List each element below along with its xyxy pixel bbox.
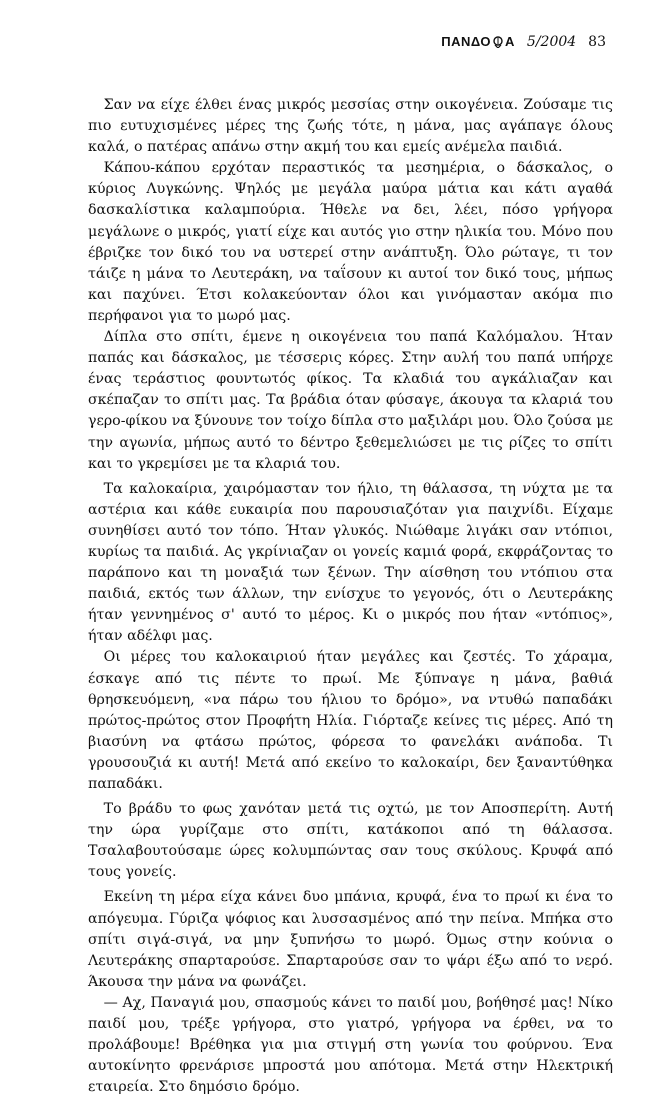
paragraph: Κάπου-κάπου ερχόταν περαστικός τα μεσημέρια, ο δάσκαλος, ο κύριος Λυγκώνης. Ψηλός με μεγάλα μαύρα μάτια και κάτι αγαθά δασκαλίστικα καλαμπούρια. Ήθελε να δει, λέει, πόσο γρήγορα μεγάλωνε ο μικρός, γιατί είχε και αυτός γιο στην ηλικία του. Μόνο που έβριζκε τον δικό του να υστερεί στην ανάπτυξη. Όλο ρώταγε, τι τον τάιζε η μάνα το Λευτεράκη, να ταΐσουν κι αυτοί τον δικό τους, μήπως και παχύνει. Έτσι κολακεύονταν όλοι και γινόμασταν ακόμα πιο περήφανοι για το μωρό μας. bbox=[88, 160, 613, 324]
paragraph: Σαν να είχε έλθει ένας μικρός μεσσίας στην οικογένεια. Ζούσαμε τις πιο ευτυχισμένες μέρες της ζωής τότε, η μάνα, μας αγάπαγε όλους καλά, ο πατέρας απάνω στην ακμή του και εμείς ανέμελα παιδιά. bbox=[88, 97, 613, 156]
paragraph: Εκείνη τη μέρα είχα κάνει δυο μπάνια, κρυφά, ένα το πρωί κι ένα το απόγευμα. Γύριζα ψόφιος και λυσσασμένος από την πείνα. Μπήκα στο σπίτι σιγά-σιγά, να μην ξυπνήσω το μωρό. Όμως στην κούνια ο Λευτεράκης σπαρταρούσε. Σπαρταρούσε σαν το ψάρι έξω από το νερό. Άκουσα την μάνα να φωνάζει. bbox=[88, 889, 613, 990]
paragraph: Οι μέρες του καλοκαιριού ήταν μεγάλες και ζεστές. Το χάραμα, έσκαγε από τις πέντε το πρωί. Με ξύπναγε η μάνα, βαθιά θρησκευόμενη, «να πάρω του ήλιου το δρόμο», να ντυθώ παπαδάκι πρώτος-πρώτος στον Προφήτη Ηλία. Γιόρταζε κείνες τις μέρες. Από τη βιασύνη να φτάσω πρώτος, φόρεσα το φανελάκι ανάποδα. Τι γρουσουζιά κι αυτή! Μετά από εκείνο το καλοκαίρι, δεν ξαναντύθηκα παπαδάκι. bbox=[88, 649, 613, 792]
article-body bbox=[88, 95, 613, 1098]
pandora-logo-icon bbox=[492, 36, 504, 48]
magazine-title-part1: ΠΑΝΔΟ bbox=[441, 34, 492, 49]
paragraph: Τα καλοκαίρια, χαιρόμασταν τον ήλιο, τη θάλασσα, τη νύχτα με τα αστέρια και κάθε ευκαιρία που παρουσιαζόταν για παιχνίδι. Είχαμε συνηθίσει αυτό τον τόπο. Ήταν γλυκός. Νιώθαμε λιγάκι σαν ντόπιοι, κυρίως τα παιδιά. Ας γκρίνιαζαν οι γονείς καμιά φορά, εκφράζοντας το παράπονο και τη μοναξιά των ξένων. Την αίσθηση του ντόπιου στα παιδιά, εκτός των άλλων, την ενίσχυε το γεγονός, ότι ο Λευτεράκης ήταν γεννημένος σ' αυτό το μέρος. Κι ο μικρός που ήταν «ντόπιος», ήταν αδέλφι μας. bbox=[88, 480, 613, 645]
page-number: 83 bbox=[588, 34, 606, 50]
magazine-title-part2: Α bbox=[505, 34, 515, 49]
running-header bbox=[441, 34, 606, 50]
paragraph: Δίπλα στο σπίτι, έμενε η οικογένεια του παπά Καλόμαλου. Ήταν παπάς και δάσκαλος, με τέσσερις κόρες. Στην αυλή του παπά υπήρχε ένας τεράστιος φουντωτός φίκος. Τα κλαδιά του αγκάλιαζαν και σκέπαζαν το σπίτι μας. Τα βράδια όταν φύσαγε, άκουγα τα κλαριά του γερο-φίκου να ξύνουνε τον τοίχο δίπλα στο μαξιλάρι μου. Όλο ζούσα με την αγωνία, μήπως αυτό το δέντρο ξεθεμελιώσει με τις ρίζες το σπίτι και το γκρεμίσει με τα κλαριά του. bbox=[88, 329, 613, 472]
magazine-title bbox=[441, 34, 515, 49]
issue-number: 5/2004 bbox=[526, 34, 577, 50]
paragraph: — Αχ, Παναγιά μου, σπασμούς κάνει το παιδί μου, βοήθησέ μας! Νίκο παιδί μου, τρέξε γρήγορα, στο γιατρό, γρήγορα να έρθει, να το προλάβουμε! Βρέθηκα για μια στιγμή στη γωνία του φούρνου. Ένα αυτοκίνητο φρενάρισε μπροστά μου απότομα. Μετά στην Ηλεκτρική εταιρεία. Στο δημόσιο δρόμο. bbox=[88, 994, 613, 1096]
paragraph: Το βράδυ το φως χανόταν μετά τις οχτώ, με τον Αποσπερίτη. Αυτή την ώρα γυρίζαμε στο σπίτι, κατάκοποι από τη θάλασσα. Τσαλαβουτούσαμε ώρες κολυμπώντας σαν τους σκύλους. Κρυφά από τους γονείς. bbox=[88, 801, 613, 881]
